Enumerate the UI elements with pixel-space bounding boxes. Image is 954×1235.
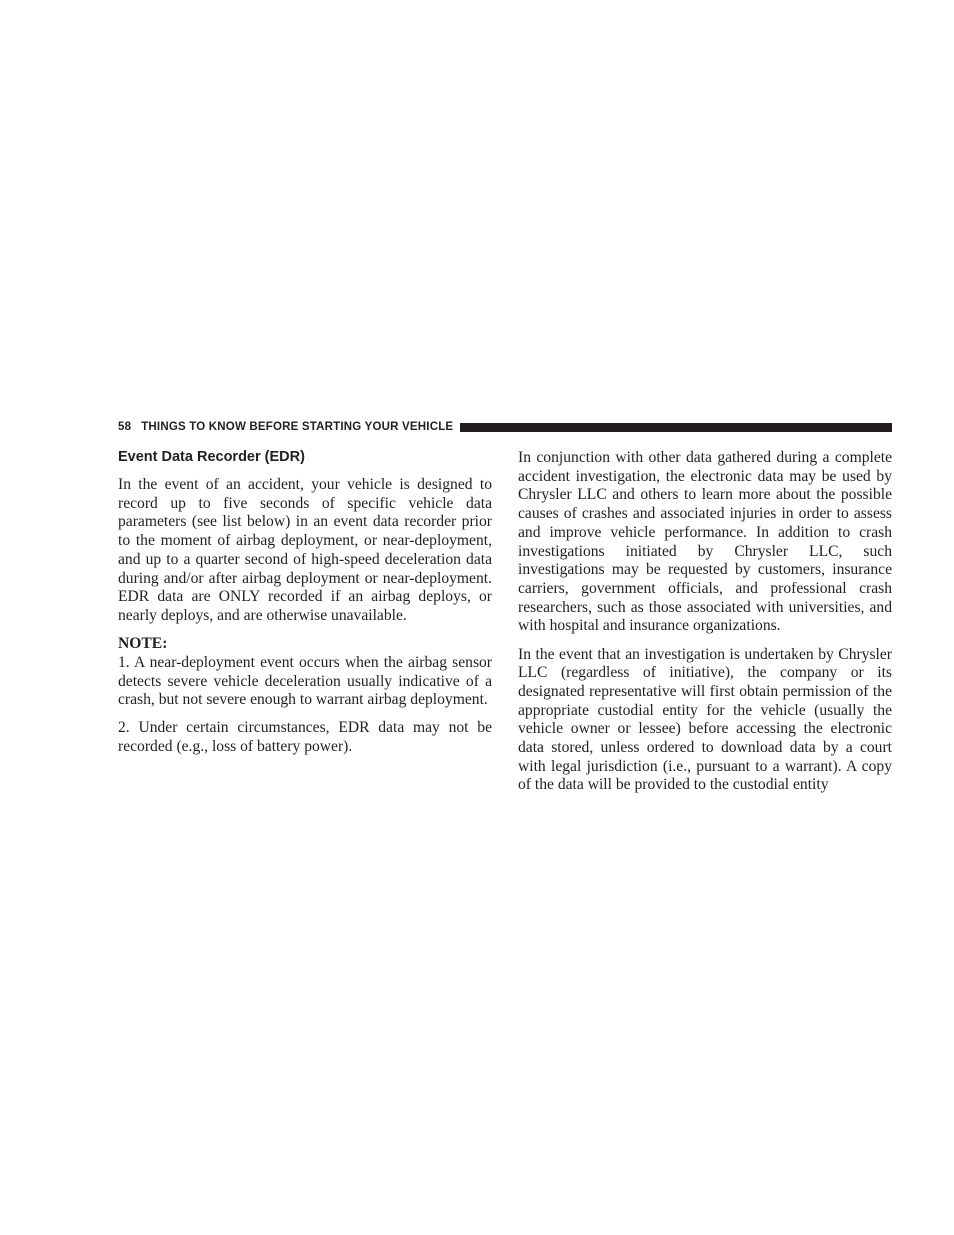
- page-header: [118, 419, 892, 435]
- intro-paragraph: In the event of an accident, your vehicle is designed to record up to five seconds of specific vehicle data parameters (see list below) in an event data recorder prior to the moment of airbag deployment, or near-deployment, and up to a quarter second of high-speed deceleration data during and/or after airbag deployment or near-deployment. EDR data are ONLY recorded if an airbag deploys, or nearly deploys, and are otherwise unavailable.: [118, 476, 492, 624]
- page-number: 58: [118, 421, 132, 433]
- left-column: [118, 448, 492, 766]
- header-rule: [460, 423, 892, 432]
- running-head: THINGS TO KNOW BEFORE STARTING YOUR VEHICLE: [141, 421, 454, 433]
- paragraph-investigation-permission: In the event that an investigation is undertaken by Chrysler LLC (regardless of initiative), the company or its designated representative will first obtain permission of the appropriate custodial entity for the vehicle (usually the vehicle owner or lessee) before accessing the electronic data stored, unless ordered to download data by a court with legal jurisdiction (i.e., pursuant to a warrant). A copy of the data will be provided to the custodial entity: [518, 645, 892, 794]
- right-column: [518, 449, 892, 805]
- note-label: NOTE:: [118, 635, 168, 653]
- note-item-2: 2. Under certain circumstances, EDR data may not be recorded (e.g., loss of battery power).: [118, 719, 492, 756]
- paragraph-investigation-data: In conjunction with other data gathered during a complete accident investigation, the electronic data may be used by Chrysler LLC and others to learn more about the possible causes of crashes and associated injuries in order to assess and improve vehicle performance. In addition to crash investigations initiated by Chrysler LLC, such investigations may be requested by customers, insurance carriers, government officials, and professional crash researchers, such as those associated with universities, and with hospital and insurance organizations.: [518, 449, 892, 635]
- section-title: Event Data Recorder (EDR): [118, 449, 305, 465]
- note-item-1: 1. A near-deployment event occurs when the airbag sensor detects severe vehicle deceleration usually indicative of a crash, but not severe enough to warrant airbag deployment.: [118, 653, 492, 709]
